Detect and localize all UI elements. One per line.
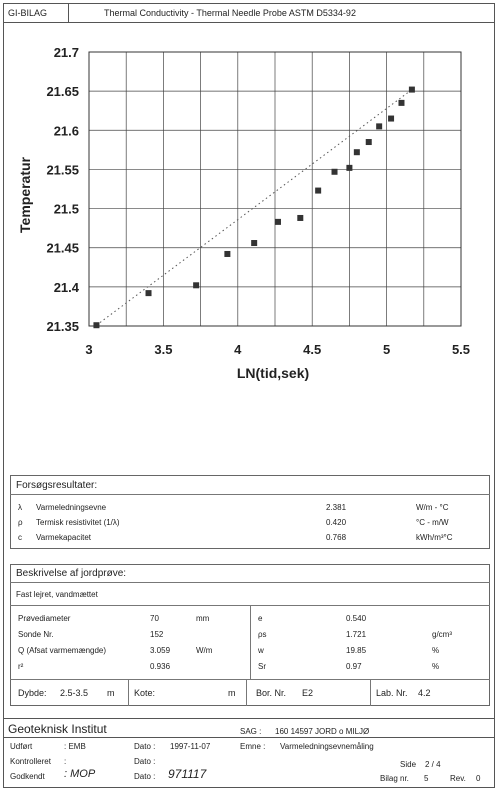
dybde-value: 2.5-3.5 [60,688,89,698]
soil-label: r² [18,662,24,671]
soil-value: 19.85 [346,646,367,655]
emne-label: Emne : [240,742,266,751]
data-point [224,251,230,257]
x-tick-label: 5.5 [451,342,471,357]
soil-value: 0.936 [150,662,171,671]
soil-value: 70 [150,614,159,623]
y-tick-label: 21.65 [46,84,79,100]
bottom-sep-3 [370,679,371,706]
data-point [398,100,404,106]
x-tick-label: 4 [234,342,242,357]
chart-trendline [96,90,411,326]
soil-value: 1.721 [346,630,367,639]
dato1-value: 1997-11-07 [170,742,211,751]
soil-value: 0.97 [346,662,362,671]
y-tick-label: 21.5 [53,201,79,217]
data-point [376,123,382,129]
result-unit: W/m - °C [416,503,449,512]
kote-unit: m [228,688,236,698]
soil-unit: mm [196,614,210,623]
y-tick-label: 21.6 [53,123,79,139]
result-label: Varmeledningsevne [36,503,107,512]
data-point [297,215,303,221]
trendline [96,90,411,326]
godkendt-label: Godkendt [10,772,45,781]
soil-unit: % [432,662,440,671]
result-symbol: ρ [18,518,23,527]
godkendt-signature: : MOP [64,768,96,780]
data-point [93,322,99,328]
soil-heading: Beskrivelse af jordprøve: [16,568,127,579]
soil-mid-separator [250,605,251,679]
header-divider [3,22,495,23]
chart-x-ticks [85,342,470,357]
bor-label: Bor. Nr. [256,688,287,698]
y-tick-label: 21.45 [46,240,79,256]
footer-divider [3,718,495,719]
soil-description: Fast lejret, vandmættet [16,590,98,599]
results-heading: Forsøgsresultater: [16,480,98,491]
bor-value: E2 [302,688,314,698]
result-symbol: λ [18,503,22,512]
sag-label: SAG : [240,727,262,736]
result-symbol: c [18,533,22,542]
result-label: Termisk resistivitet (1/λ) [36,518,120,527]
y-tick-label: 21.55 [46,162,79,178]
chart-grid [89,52,461,326]
soil-label: Sr [258,662,266,671]
institute-name: Geoteknisk Institut [8,722,107,736]
udfort-label: Udført [10,742,33,751]
dato3-label: Dato : [134,772,156,781]
soil-value: 0.540 [346,614,367,623]
y-axis-label: Temperatur [17,157,33,233]
soil-label: ρs [258,630,267,639]
x-tick-label: 5 [382,342,391,357]
dato2-label: Dato : [134,757,156,766]
emne-value: Varmeledningsevnemåling [280,742,374,751]
result-value: 2.381 [326,503,347,512]
soil-label: Sonde Nr. [18,630,54,639]
header-separator [68,3,69,22]
lab-value: 4.2 [418,688,431,698]
soil-label: w [258,646,264,655]
bilag-label: Bilag nr. [380,774,409,783]
soil-label: Prøvediameter [18,614,71,623]
chart-y-ticks [46,45,79,334]
page-title: Thermal Conductivity - Thermal Needle Probe ASTM D5334-92 [104,8,356,18]
data-point [332,169,338,175]
soil-label: e [258,614,263,623]
udfort-value: : EMB [64,742,86,751]
result-unit: kWh/m³°C [416,533,453,542]
kote-label: Kote: [134,688,156,698]
data-point [146,290,152,296]
data-point [346,165,352,171]
soil-unit: W/m [196,646,213,655]
x-tick-label: 4.5 [303,342,322,357]
kontrolleret-value: : [64,757,67,766]
result-value: 0.768 [326,533,347,542]
rev-label: Rev. [450,774,466,783]
soil-bottom-divider [10,679,490,680]
dato1-label: Dato : [134,742,156,751]
soil-label: Q (Afsat varmemængde) [18,646,107,655]
data-point [275,219,281,225]
lab-label: Lab. Nr. [376,688,408,698]
data-point [366,139,372,145]
x-axis-label: LN(tid,sek) [236,365,310,381]
x-tick-label: 3 [85,342,93,357]
data-point [193,282,199,288]
bilag-value: 5 [424,774,429,783]
side-label: Side [400,760,417,769]
data-point [251,240,257,246]
result-value: 0.420 [326,518,347,527]
rev-value: 0 [476,774,481,783]
data-point [315,188,321,194]
bottom-sep-1 [128,679,129,706]
side-value: 2 / 4 [425,760,441,769]
data-point [388,116,394,122]
y-tick-label: 21.35 [46,319,79,334]
results-divider [10,494,490,495]
x-tick-label: 3.5 [154,342,173,357]
data-point [354,149,360,155]
data-point [409,87,415,93]
footer-divider-2 [3,737,495,738]
y-tick-label: 21.7 [53,45,79,60]
soil-divider-1 [10,582,490,583]
soil-value: 3.059 [150,646,171,655]
dybde-unit: m [107,688,115,698]
sag-value: 160 14597 JORD o MILJØ [275,727,370,736]
result-unit: °C - m/W [416,518,449,527]
result-label: Varmekapacitet [36,533,91,542]
y-tick-label: 21.4 [53,279,79,295]
dato3-handwritten: 971117 [168,767,207,781]
thermal-chart [0,30,500,410]
soil-value: 152 [150,630,164,639]
kontrolleret-label: Kontrolleret [10,757,51,766]
dybde-label: Dybde: [18,688,47,698]
soil-unit: % [432,646,440,655]
gi-bilag-tag: GI-BILAG [8,8,48,18]
bottom-sep-2 [246,679,247,706]
soil-unit: g/cm³ [432,630,452,639]
